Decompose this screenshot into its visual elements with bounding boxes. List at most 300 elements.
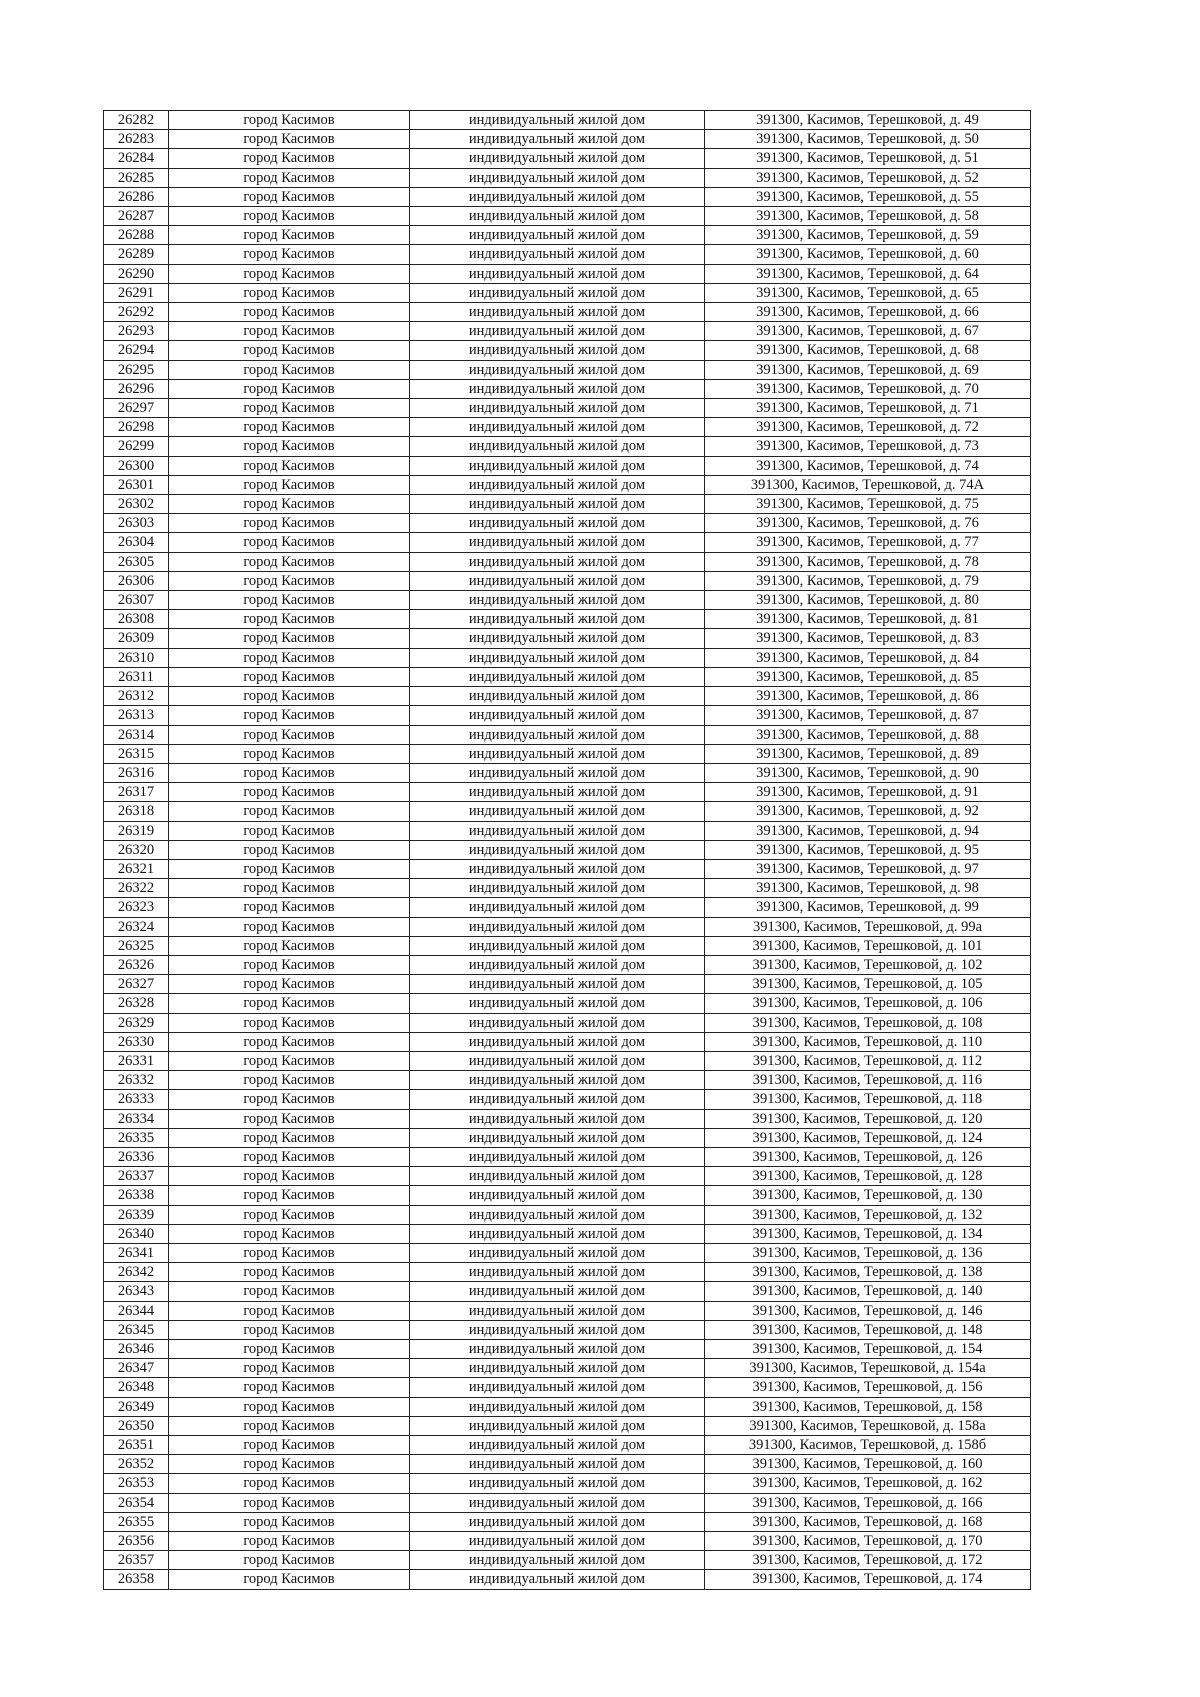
row-number-cell: 26327 (104, 975, 169, 994)
table-row (104, 975, 1031, 994)
address-cell: 391300, Касимов, Терешковой, д. 162 (705, 1474, 1031, 1493)
table-row (104, 533, 1031, 552)
address-cell: 391300, Касимов, Терешковой, д. 174 (705, 1570, 1031, 1589)
building-type-cell: индивидуальный жилой дом (410, 917, 705, 936)
building-type-cell: индивидуальный жилой дом (410, 840, 705, 859)
table-row (104, 591, 1031, 610)
locality-cell: город Касимов (169, 1455, 410, 1474)
building-type-cell: индивидуальный жилой дом (410, 1455, 705, 1474)
locality-cell: город Касимов (169, 1551, 410, 1570)
address-cell: 391300, Касимов, Терешковой, д. 92 (705, 802, 1031, 821)
building-type-cell: индивидуальный жилой дом (410, 130, 705, 149)
building-type-cell: индивидуальный жилой дом (410, 1378, 705, 1397)
locality-cell: город Касимов (169, 629, 410, 648)
address-cell: 391300, Касимов, Терешковой, д. 88 (705, 725, 1031, 744)
row-number-cell: 26342 (104, 1263, 169, 1282)
address-cell: 391300, Касимов, Терешковой, д. 74А (705, 475, 1031, 494)
address-cell: 391300, Касимов, Терешковой, д. 146 (705, 1301, 1031, 1320)
locality-cell: город Касимов (169, 1051, 410, 1070)
table-row (104, 130, 1031, 149)
building-type-cell: индивидуальный жилой дом (410, 437, 705, 456)
locality-cell: город Касимов (169, 1359, 410, 1378)
table-row (104, 1532, 1031, 1551)
address-cell: 391300, Касимов, Терешковой, д. 89 (705, 744, 1031, 763)
row-number-cell: 26282 (104, 111, 169, 130)
table-row (104, 475, 1031, 494)
row-number-cell: 26298 (104, 418, 169, 437)
address-cell: 391300, Касимов, Терешковой, д. 138 (705, 1263, 1031, 1282)
building-type-cell: индивидуальный жилой дом (410, 1340, 705, 1359)
table-row (104, 1071, 1031, 1090)
table-row (104, 245, 1031, 264)
building-type-cell: индивидуальный жилой дом (410, 475, 705, 494)
building-type-cell: индивидуальный жилой дом (410, 994, 705, 1013)
table-row (104, 1340, 1031, 1359)
locality-cell: город Касимов (169, 495, 410, 514)
address-cell: 391300, Касимов, Терешковой, д. 74 (705, 456, 1031, 475)
table-row (104, 1551, 1031, 1570)
building-type-cell: индивидуальный жилой дом (410, 245, 705, 264)
row-number-cell: 26333 (104, 1090, 169, 1109)
table-row (104, 1282, 1031, 1301)
building-type-cell: индивидуальный жилой дом (410, 533, 705, 552)
row-number-cell: 26306 (104, 571, 169, 590)
address-cell: 391300, Касимов, Терешковой, д. 87 (705, 706, 1031, 725)
building-type-cell: индивидуальный жилой дом (410, 1474, 705, 1493)
address-cell: 391300, Касимов, Терешковой, д. 66 (705, 303, 1031, 322)
address-cell: 391300, Касимов, Терешковой, д. 81 (705, 610, 1031, 629)
address-cell: 391300, Касимов, Терешковой, д. 154 (705, 1340, 1031, 1359)
table-row (104, 706, 1031, 725)
address-cell: 391300, Касимов, Терешковой, д. 132 (705, 1205, 1031, 1224)
address-cell: 391300, Касимов, Терешковой, д. 94 (705, 821, 1031, 840)
row-number-cell: 26348 (104, 1378, 169, 1397)
locality-cell: город Касимов (169, 859, 410, 878)
row-number-cell: 26347 (104, 1359, 169, 1378)
address-cell: 391300, Касимов, Терешковой, д. 85 (705, 667, 1031, 686)
building-type-cell: индивидуальный жилой дом (410, 418, 705, 437)
address-cell: 391300, Касимов, Терешковой, д. 120 (705, 1109, 1031, 1128)
row-number-cell: 26310 (104, 648, 169, 667)
table-row (104, 1320, 1031, 1339)
address-cell: 391300, Касимов, Терешковой, д. 166 (705, 1493, 1031, 1512)
locality-cell: город Касимов (169, 1167, 410, 1186)
row-number-cell: 26294 (104, 341, 169, 360)
row-number-cell: 26331 (104, 1051, 169, 1070)
building-type-cell: индивидуальный жилой дом (410, 283, 705, 302)
address-cell: 391300, Касимов, Терешковой, д. 50 (705, 130, 1031, 149)
table-row (104, 859, 1031, 878)
locality-cell: город Касимов (169, 245, 410, 264)
row-number-cell: 26290 (104, 264, 169, 283)
address-cell: 391300, Касимов, Терешковой, д. 160 (705, 1455, 1031, 1474)
address-cell: 391300, Касимов, Терешковой, д. 106 (705, 994, 1031, 1013)
row-number-cell: 26350 (104, 1416, 169, 1435)
table-row (104, 168, 1031, 187)
building-type-cell: индивидуальный жилой дом (410, 1224, 705, 1243)
table-row (104, 994, 1031, 1013)
building-type-cell: индивидуальный жилой дом (410, 1128, 705, 1147)
table-row (104, 207, 1031, 226)
locality-cell: город Касимов (169, 879, 410, 898)
building-type-cell: индивидуальный жилой дом (410, 591, 705, 610)
row-number-cell: 26340 (104, 1224, 169, 1243)
locality-cell: город Касимов (169, 706, 410, 725)
row-number-cell: 26299 (104, 437, 169, 456)
building-type-cell: индивидуальный жилой дом (410, 1109, 705, 1128)
table-row (104, 1493, 1031, 1512)
locality-cell: город Касимов (169, 552, 410, 571)
building-type-cell: индивидуальный жилой дом (410, 552, 705, 571)
locality-cell: город Касимов (169, 514, 410, 533)
address-cell: 391300, Касимов, Терешковой, д. 102 (705, 955, 1031, 974)
row-number-cell: 26291 (104, 283, 169, 302)
locality-cell: город Касимов (169, 648, 410, 667)
table-row (104, 725, 1031, 744)
table-row (104, 1416, 1031, 1435)
table-row (104, 648, 1031, 667)
housing-registry-table (103, 110, 1031, 1590)
address-cell: 391300, Касимов, Терешковой, д. 110 (705, 1032, 1031, 1051)
locality-cell: город Касимов (169, 1263, 410, 1282)
locality-cell: город Касимов (169, 975, 410, 994)
row-number-cell: 26358 (104, 1570, 169, 1589)
row-number-cell: 26322 (104, 879, 169, 898)
locality-cell: город Касимов (169, 1109, 410, 1128)
locality-cell: город Касимов (169, 1320, 410, 1339)
address-cell: 391300, Касимов, Терешковой, д. 58 (705, 207, 1031, 226)
row-number-cell: 26292 (104, 303, 169, 322)
locality-cell: город Касимов (169, 1224, 410, 1243)
locality-cell: город Касимов (169, 187, 410, 206)
row-number-cell: 26349 (104, 1397, 169, 1416)
row-number-cell: 26351 (104, 1436, 169, 1455)
table-row (104, 360, 1031, 379)
table-row (104, 1243, 1031, 1262)
row-number-cell: 26287 (104, 207, 169, 226)
row-number-cell: 26301 (104, 475, 169, 494)
address-cell: 391300, Касимов, Терешковой, д. 78 (705, 552, 1031, 571)
address-cell: 391300, Касимов, Терешковой, д. 71 (705, 399, 1031, 418)
address-cell: 391300, Касимов, Терешковой, д. 108 (705, 1013, 1031, 1032)
address-cell: 391300, Касимов, Терешковой, д. 101 (705, 936, 1031, 955)
row-number-cell: 26338 (104, 1186, 169, 1205)
row-number-cell: 26309 (104, 629, 169, 648)
table-row (104, 1013, 1031, 1032)
building-type-cell: индивидуальный жилой дом (410, 955, 705, 974)
locality-cell: город Касимов (169, 1474, 410, 1493)
building-type-cell: индивидуальный жилой дом (410, 1051, 705, 1070)
building-type-cell: индивидуальный жилой дом (410, 149, 705, 168)
table-row (104, 1512, 1031, 1531)
building-type-cell: индивидуальный жилой дом (410, 1205, 705, 1224)
row-number-cell: 26318 (104, 802, 169, 821)
building-type-cell: индивидуальный жилой дом (410, 802, 705, 821)
address-cell: 391300, Касимов, Терешковой, д. 95 (705, 840, 1031, 859)
building-type-cell: индивидуальный жилой дом (410, 1436, 705, 1455)
address-cell: 391300, Касимов, Терешковой, д. 97 (705, 859, 1031, 878)
row-number-cell: 26288 (104, 226, 169, 245)
locality-cell: город Касимов (169, 1493, 410, 1512)
table-row (104, 1167, 1031, 1186)
building-type-cell: индивидуальный жилой дом (410, 1493, 705, 1512)
table-row (104, 629, 1031, 648)
locality-cell: город Касимов (169, 283, 410, 302)
row-number-cell: 26352 (104, 1455, 169, 1474)
locality-cell: город Касимов (169, 1186, 410, 1205)
table-row (104, 744, 1031, 763)
building-type-cell: индивидуальный жилой дом (410, 667, 705, 686)
locality-cell: город Касимов (169, 418, 410, 437)
locality-cell: город Касимов (169, 1512, 410, 1531)
building-type-cell: индивидуальный жилой дом (410, 303, 705, 322)
table-row (104, 879, 1031, 898)
table-row (104, 1436, 1031, 1455)
locality-cell: город Касимов (169, 1301, 410, 1320)
table-row (104, 1455, 1031, 1474)
address-cell: 391300, Касимов, Терешковой, д. 64 (705, 264, 1031, 283)
table-row (104, 1474, 1031, 1493)
row-number-cell: 26321 (104, 859, 169, 878)
building-type-cell: индивидуальный жилой дом (410, 648, 705, 667)
table-row (104, 283, 1031, 302)
address-cell: 391300, Касимов, Терешковой, д. 112 (705, 1051, 1031, 1070)
table-row (104, 821, 1031, 840)
row-number-cell: 26355 (104, 1512, 169, 1531)
row-number-cell: 26332 (104, 1071, 169, 1090)
building-type-cell: индивидуальный жилой дом (410, 187, 705, 206)
address-cell: 391300, Касимов, Терешковой, д. 70 (705, 379, 1031, 398)
table-row (104, 763, 1031, 782)
address-cell: 391300, Касимов, Терешковой, д. 68 (705, 341, 1031, 360)
locality-cell: город Касимов (169, 1128, 410, 1147)
table-row (104, 802, 1031, 821)
building-type-cell: индивидуальный жилой дом (410, 360, 705, 379)
row-number-cell: 26308 (104, 610, 169, 629)
locality-cell: город Касимов (169, 149, 410, 168)
row-number-cell: 26303 (104, 514, 169, 533)
table-row (104, 1090, 1031, 1109)
address-cell: 391300, Касимов, Терешковой, д. 134 (705, 1224, 1031, 1243)
table-row (104, 1397, 1031, 1416)
address-cell: 391300, Касимов, Терешковой, д. 73 (705, 437, 1031, 456)
row-number-cell: 26320 (104, 840, 169, 859)
table-row (104, 341, 1031, 360)
address-cell: 391300, Касимов, Терешковой, д. 60 (705, 245, 1031, 264)
building-type-cell: индивидуальный жилой дом (410, 379, 705, 398)
registry-table-body (104, 111, 1031, 1590)
table-row (104, 437, 1031, 456)
locality-cell: город Касимов (169, 821, 410, 840)
address-cell: 391300, Касимов, Терешковой, д. 124 (705, 1128, 1031, 1147)
address-cell: 391300, Касимов, Терешковой, д. 69 (705, 360, 1031, 379)
locality-cell: город Касимов (169, 1436, 410, 1455)
building-type-cell: индивидуальный жилой дом (410, 706, 705, 725)
locality-cell: город Касимов (169, 571, 410, 590)
address-cell: 391300, Касимов, Терешковой, д. 76 (705, 514, 1031, 533)
locality-cell: город Касимов (169, 687, 410, 706)
locality-cell: город Касимов (169, 591, 410, 610)
locality-cell: город Касимов (169, 475, 410, 494)
locality-cell: город Касимов (169, 1397, 410, 1416)
table-row (104, 1570, 1031, 1589)
locality-cell: город Касимов (169, 322, 410, 341)
building-type-cell: индивидуальный жилой дом (410, 1243, 705, 1262)
row-number-cell: 26341 (104, 1243, 169, 1262)
row-number-cell: 26286 (104, 187, 169, 206)
locality-cell: город Касимов (169, 667, 410, 686)
building-type-cell: индивидуальный жилой дом (410, 341, 705, 360)
locality-cell: город Касимов (169, 264, 410, 283)
locality-cell: город Касимов (169, 744, 410, 763)
locality-cell: город Касимов (169, 725, 410, 744)
row-number-cell: 26346 (104, 1340, 169, 1359)
building-type-cell: индивидуальный жилой дом (410, 610, 705, 629)
table-row (104, 1205, 1031, 1224)
address-cell: 391300, Касимов, Терешковой, д. 59 (705, 226, 1031, 245)
row-number-cell: 26307 (104, 591, 169, 610)
row-number-cell: 26304 (104, 533, 169, 552)
table-row (104, 226, 1031, 245)
row-number-cell: 26296 (104, 379, 169, 398)
row-number-cell: 26297 (104, 399, 169, 418)
locality-cell: город Касимов (169, 1013, 410, 1032)
building-type-cell: индивидуальный жилой дом (410, 821, 705, 840)
locality-cell: город Касимов (169, 1147, 410, 1166)
row-number-cell: 26344 (104, 1301, 169, 1320)
address-cell: 391300, Касимов, Терешковой, д. 168 (705, 1512, 1031, 1531)
building-type-cell: индивидуальный жилой дом (410, 936, 705, 955)
address-cell: 391300, Касимов, Терешковой, д. 172 (705, 1551, 1031, 1570)
locality-cell: город Касимов (169, 456, 410, 475)
locality-cell: город Касимов (169, 1282, 410, 1301)
building-type-cell: индивидуальный жилой дом (410, 514, 705, 533)
building-type-cell: индивидуальный жилой дом (410, 1032, 705, 1051)
building-type-cell: индивидуальный жилой дом (410, 1282, 705, 1301)
locality-cell: город Касимов (169, 936, 410, 955)
building-type-cell: индивидуальный жилой дом (410, 226, 705, 245)
table-row (104, 687, 1031, 706)
row-number-cell: 26343 (104, 1282, 169, 1301)
locality-cell: город Касимов (169, 533, 410, 552)
row-number-cell: 26354 (104, 1493, 169, 1512)
table-row (104, 187, 1031, 206)
table-row (104, 1128, 1031, 1147)
address-cell: 391300, Касимов, Терешковой, д. 156 (705, 1378, 1031, 1397)
row-number-cell: 26353 (104, 1474, 169, 1493)
row-number-cell: 26311 (104, 667, 169, 686)
building-type-cell: индивидуальный жилой дом (410, 399, 705, 418)
building-type-cell: индивидуальный жилой дом (410, 975, 705, 994)
address-cell: 391300, Касимов, Терешковой, д. 65 (705, 283, 1031, 302)
address-cell: 391300, Касимов, Терешковой, д. 86 (705, 687, 1031, 706)
table-row (104, 514, 1031, 533)
locality-cell: город Касимов (169, 1340, 410, 1359)
row-number-cell: 26314 (104, 725, 169, 744)
building-type-cell: индивидуальный жилой дом (410, 1570, 705, 1589)
locality-cell: город Касимов (169, 898, 410, 917)
building-type-cell: индивидуальный жилой дом (410, 1186, 705, 1205)
building-type-cell: индивидуальный жилой дом (410, 744, 705, 763)
building-type-cell: индивидуальный жилой дом (410, 1013, 705, 1032)
row-number-cell: 26316 (104, 763, 169, 782)
table-row (104, 1147, 1031, 1166)
locality-cell: город Касимов (169, 917, 410, 936)
building-type-cell: индивидуальный жилой дом (410, 1147, 705, 1166)
locality-cell: город Касимов (169, 955, 410, 974)
address-cell: 391300, Касимов, Терешковой, д. 51 (705, 149, 1031, 168)
table-row (104, 1109, 1031, 1128)
building-type-cell: индивидуальный жилой дом (410, 456, 705, 475)
building-type-cell: индивидуальный жилой дом (410, 1263, 705, 1282)
table-row (104, 840, 1031, 859)
building-type-cell: индивидуальный жилой дом (410, 1416, 705, 1435)
row-number-cell: 26324 (104, 917, 169, 936)
locality-cell: город Касимов (169, 130, 410, 149)
row-number-cell: 26283 (104, 130, 169, 149)
address-cell: 391300, Касимов, Терешковой, д. 158 (705, 1397, 1031, 1416)
table-row (104, 264, 1031, 283)
building-type-cell: индивидуальный жилой дом (410, 1071, 705, 1090)
building-type-cell: индивидуальный жилой дом (410, 783, 705, 802)
locality-cell: город Касимов (169, 207, 410, 226)
locality-cell: город Касимов (169, 994, 410, 1013)
table-row (104, 917, 1031, 936)
row-number-cell: 26339 (104, 1205, 169, 1224)
building-type-cell: индивидуальный жилой дом (410, 1532, 705, 1551)
table-row (104, 1263, 1031, 1282)
address-cell: 391300, Касимов, Терешковой, д. 77 (705, 533, 1031, 552)
address-cell: 391300, Касимов, Терешковой, д. 72 (705, 418, 1031, 437)
building-type-cell: индивидуальный жилой дом (410, 1551, 705, 1570)
building-type-cell: индивидуальный жилой дом (410, 629, 705, 648)
row-number-cell: 26345 (104, 1320, 169, 1339)
table-row (104, 1032, 1031, 1051)
table-row (104, 955, 1031, 974)
building-type-cell: индивидуальный жилой дом (410, 1359, 705, 1378)
locality-cell: город Касимов (169, 1090, 410, 1109)
locality-cell: город Касимов (169, 360, 410, 379)
building-type-cell: индивидуальный жилой дом (410, 1301, 705, 1320)
address-cell: 391300, Касимов, Терешковой, д. 90 (705, 763, 1031, 782)
table-row (104, 1051, 1031, 1070)
address-cell: 391300, Касимов, Терешковой, д. 158б (705, 1436, 1031, 1455)
table-row (104, 399, 1031, 418)
building-type-cell: индивидуальный жилой дом (410, 725, 705, 744)
locality-cell: город Касимов (169, 168, 410, 187)
address-cell: 391300, Касимов, Терешковой, д. 158а (705, 1416, 1031, 1435)
row-number-cell: 26313 (104, 706, 169, 725)
row-number-cell: 26329 (104, 1013, 169, 1032)
row-number-cell: 26330 (104, 1032, 169, 1051)
row-number-cell: 26305 (104, 552, 169, 571)
building-type-cell: индивидуальный жилой дом (410, 571, 705, 590)
table-row (104, 667, 1031, 686)
address-cell: 391300, Касимов, Терешковой, д. 75 (705, 495, 1031, 514)
locality-cell: город Касимов (169, 379, 410, 398)
address-cell: 391300, Касимов, Терешковой, д. 98 (705, 879, 1031, 898)
row-number-cell: 26335 (104, 1128, 169, 1147)
address-cell: 391300, Касимов, Терешковой, д. 52 (705, 168, 1031, 187)
address-cell: 391300, Касимов, Терешковой, д. 105 (705, 975, 1031, 994)
address-cell: 391300, Касимов, Терешковой, д. 49 (705, 111, 1031, 130)
row-number-cell: 26312 (104, 687, 169, 706)
row-number-cell: 26337 (104, 1167, 169, 1186)
table-row (104, 1359, 1031, 1378)
table-row (104, 898, 1031, 917)
building-type-cell: индивидуальный жилой дом (410, 898, 705, 917)
row-number-cell: 26317 (104, 783, 169, 802)
